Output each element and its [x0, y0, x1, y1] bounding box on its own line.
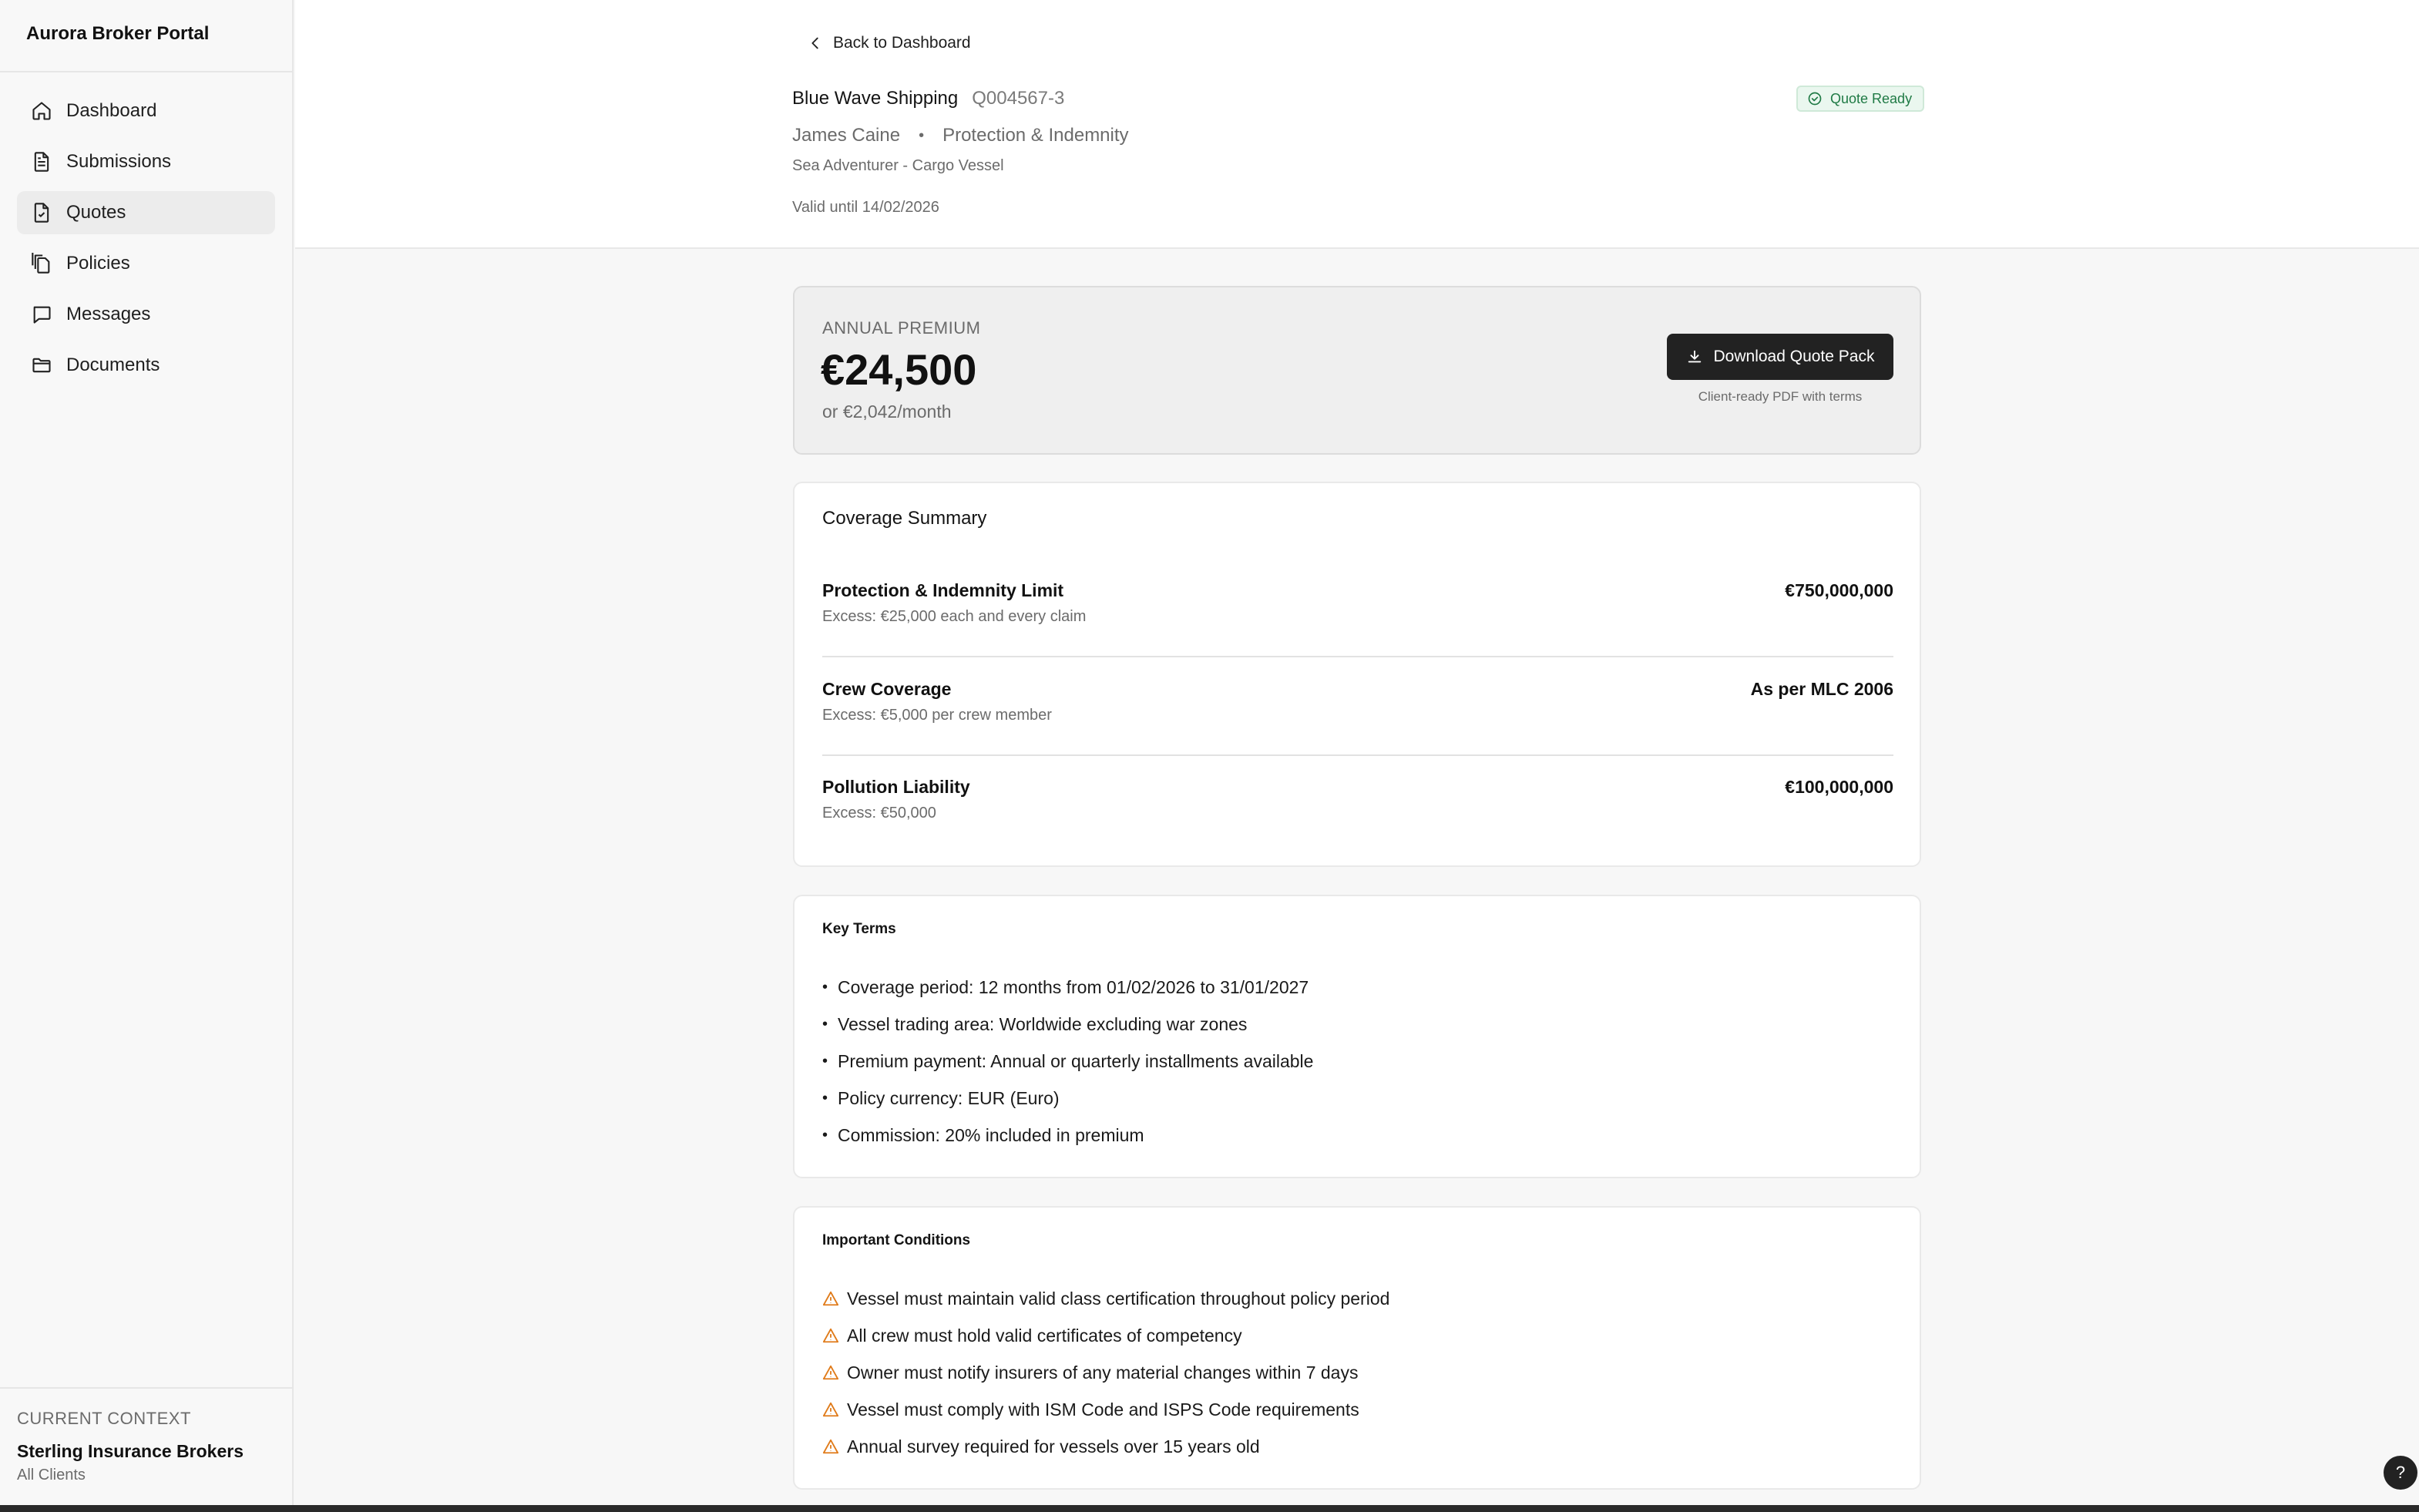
warning-icon: [822, 1290, 847, 1307]
home-icon: [31, 100, 52, 122]
term-text: Premium payment: Annual or quarterly installments available: [838, 1050, 1314, 1071]
condition-text: Annual survey required for vessels over 15 years old: [847, 1436, 1260, 1457]
download-quote-pack-button[interactable]: [1667, 334, 1893, 380]
conditions-list: [822, 1280, 1389, 1465]
sidebar-nav: [0, 72, 292, 387]
context-name[interactable]: Sterling Insurance Brokers: [17, 1441, 244, 1461]
sidebar-item-label: Documents: [66, 354, 160, 375]
sidebar-item-label: Dashboard: [66, 100, 157, 121]
product-name: Protection & Indemnity: [942, 125, 1129, 146]
meta-separator: •: [919, 126, 925, 144]
coverage-name: Pollution Liability: [822, 777, 970, 797]
coverage-title: Coverage Summary: [822, 508, 987, 529]
coverage-value: €750,000,000: [1785, 580, 1893, 600]
help-button[interactable]: ?: [2384, 1456, 2417, 1490]
sidebar-item-messages[interactable]: [17, 293, 275, 336]
sidebar: [0, 0, 294, 1512]
coverage-excess: Excess: €50,000: [822, 805, 936, 822]
file-check-icon: [31, 202, 52, 223]
sidebar-item-label: Quotes: [66, 202, 126, 223]
status-badge: [1796, 86, 1924, 112]
download-icon: [1686, 348, 1703, 365]
list-item: [822, 1317, 1389, 1354]
check-circle-icon: [1807, 91, 1823, 106]
quote-header: [295, 0, 2419, 249]
coverage-name: Crew Coverage: [822, 679, 952, 699]
sidebar-item-submissions[interactable]: [17, 140, 275, 183]
download-note: Client-ready PDF with terms: [1698, 389, 1863, 404]
app-title: Aurora Broker Portal: [0, 0, 292, 72]
list-item: [822, 1006, 1313, 1043]
chevron-left-icon: [807, 35, 824, 52]
warning-icon: [822, 1364, 847, 1381]
coverage-excess: Excess: €25,000 each and every claim: [822, 608, 1087, 625]
term-text: Policy currency: EUR (Euro): [838, 1087, 1060, 1108]
coverage-value: As per MLC 2006: [1750, 679, 1893, 699]
status-label: Quote Ready: [1830, 90, 1913, 106]
sidebar-item-documents[interactable]: [17, 344, 275, 387]
list-item: [822, 1280, 1389, 1317]
warning-icon: [822, 1401, 847, 1418]
coverage-row: [822, 679, 1893, 756]
client-line: [792, 88, 1064, 109]
sidebar-item-quotes[interactable]: [17, 191, 275, 234]
file-text-icon: [31, 151, 52, 173]
premium-label: ANNUAL PREMIUM: [822, 318, 981, 338]
important-conditions-card: [793, 1206, 1921, 1490]
bullet: •: [822, 1015, 828, 1033]
bullet: •: [822, 1126, 828, 1144]
message-icon: [31, 304, 52, 325]
sidebar-item-dashboard[interactable]: [17, 89, 275, 133]
term-text: Coverage period: 12 months from 01/02/2026 to 31/01/2027: [838, 976, 1309, 997]
files-icon: [31, 253, 52, 274]
coverage-summary-card: [793, 482, 1921, 867]
context-scope: All Clients: [17, 1467, 86, 1483]
broker-name: James Caine: [792, 125, 901, 146]
warning-icon: [822, 1438, 847, 1455]
premium-card: [793, 286, 1921, 455]
bullet: •: [822, 1089, 828, 1107]
list-item: [822, 1043, 1313, 1080]
context-title: CURRENT CONTEXT: [17, 1409, 191, 1428]
list-item: [822, 1080, 1313, 1117]
download-label: Download Quote Pack: [1713, 348, 1875, 365]
vessel-name: Sea Adventurer - Cargo Vessel: [792, 157, 1004, 174]
quote-meta: [792, 125, 1129, 146]
folder-icon: [31, 354, 52, 376]
list-item: [822, 1428, 1389, 1465]
back-label: Back to Dashboard: [833, 34, 971, 52]
list-item: [822, 1391, 1389, 1428]
condition-text: Vessel must comply with ISM Code and ISPS Code requirements: [847, 1399, 1359, 1420]
coverage-row: [822, 777, 1893, 854]
sidebar-item-label: Policies: [66, 253, 130, 274]
premium-amount: €24,500: [821, 345, 977, 394]
list-item: [822, 1117, 1313, 1154]
list-item: [822, 969, 1313, 1006]
sidebar-item-label: Submissions: [66, 151, 172, 172]
coverage-excess: Excess: €5,000 per crew member: [822, 707, 1052, 724]
client-name: Blue Wave Shipping: [792, 88, 959, 109]
key-terms-title: Key Terms: [822, 921, 896, 937]
quote-reference: Q004567-3: [972, 88, 1065, 109]
valid-until: Valid until 14/02/2026: [792, 199, 939, 216]
term-text: Vessel trading area: Worldwide excluding war zones: [838, 1013, 1248, 1034]
condition-text: Owner must notify insurers of any material changes within 7 days: [847, 1362, 1359, 1383]
coverage-value: €100,000,000: [1785, 777, 1893, 797]
key-terms-card: [793, 895, 1921, 1178]
coverage-row: [822, 580, 1893, 657]
condition-text: All crew must hold valid certificates of competency: [847, 1325, 1242, 1346]
current-context: [0, 1387, 292, 1512]
term-text: Commission: 20% included in premium: [838, 1124, 1144, 1145]
bullet: •: [822, 1052, 828, 1070]
sidebar-item-policies[interactable]: [17, 242, 275, 285]
bottom-bar: [0, 1505, 2419, 1512]
condition-text: Vessel must maintain valid class certification throughout policy period: [847, 1288, 1390, 1309]
back-to-dashboard-link[interactable]: [807, 34, 971, 52]
sidebar-item-label: Messages: [66, 304, 151, 324]
premium-monthly: or €2,042/month: [822, 402, 952, 422]
warning-icon: [822, 1327, 847, 1344]
bullet: •: [822, 978, 828, 996]
list-item: [822, 1354, 1389, 1391]
conditions-title: Important Conditions: [822, 1232, 971, 1248]
key-terms-list: [822, 969, 1313, 1154]
coverage-name: Protection & Indemnity Limit: [822, 580, 1064, 600]
